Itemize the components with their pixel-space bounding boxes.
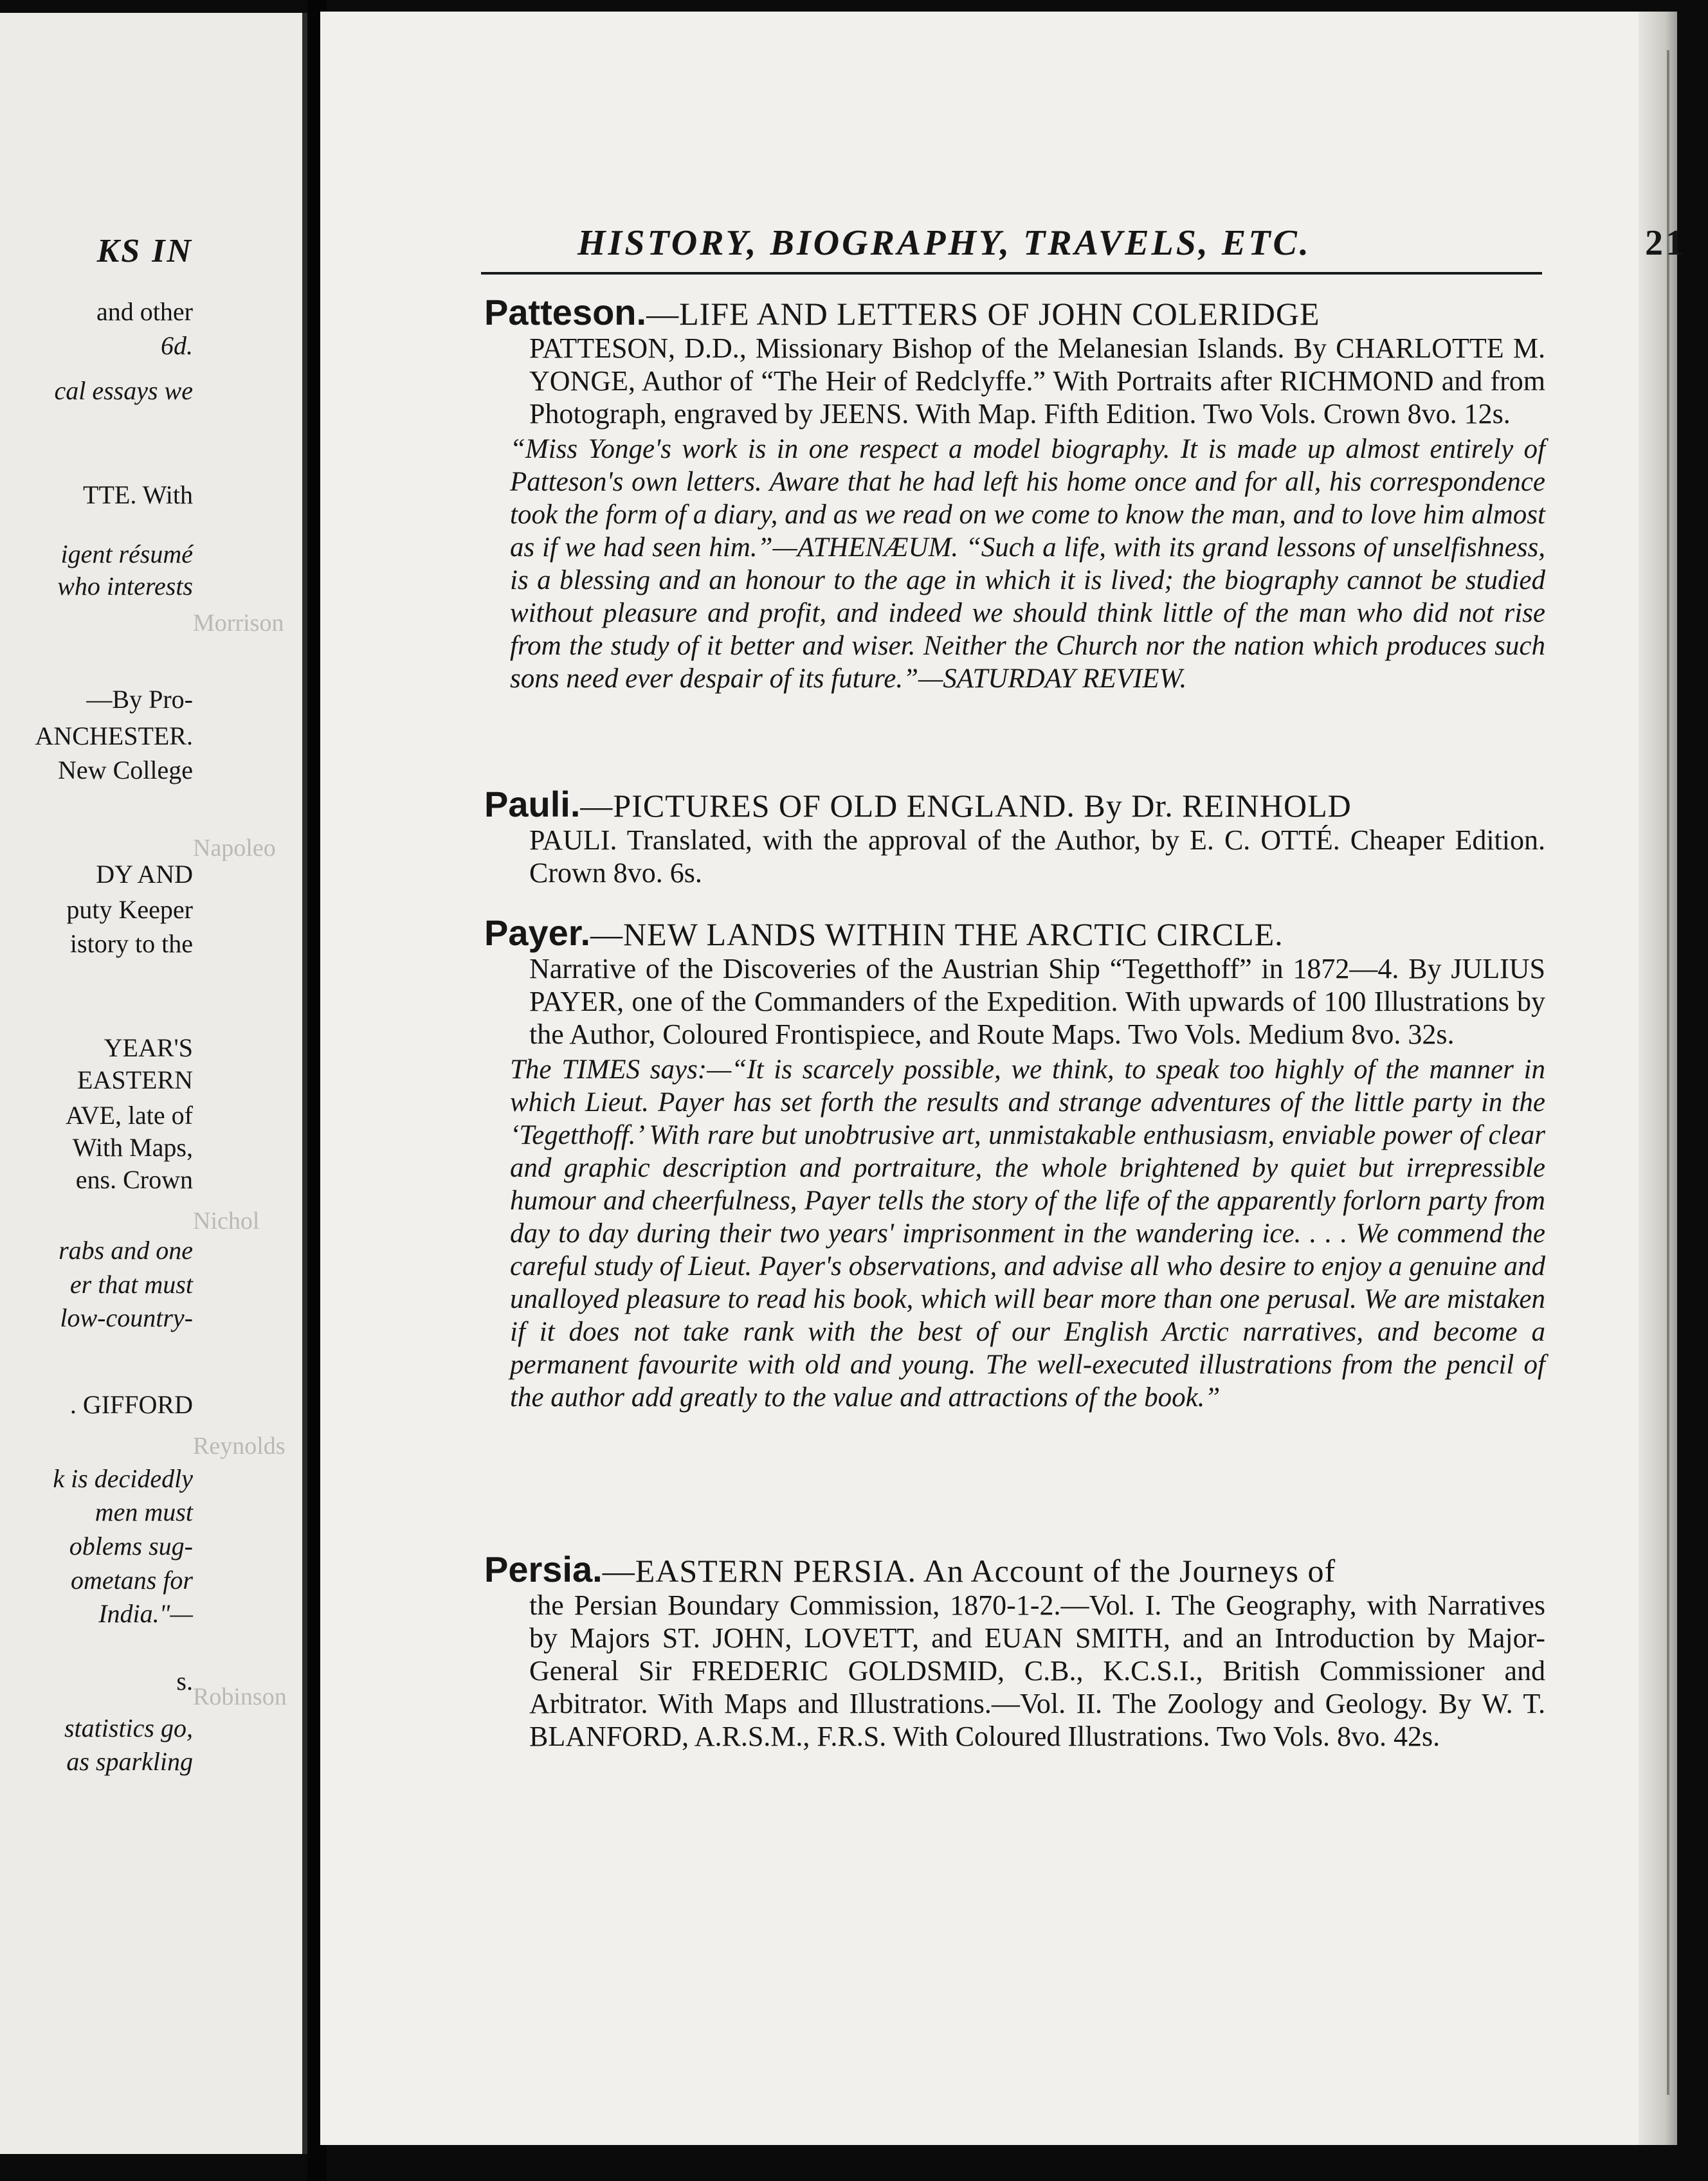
entry-title xyxy=(484,294,1545,332)
catalogue-entry-payer xyxy=(484,912,1545,1414)
entry-title xyxy=(484,1549,1545,1589)
left-page-line: TTE. With xyxy=(83,480,193,509)
page-number: 21 xyxy=(1645,223,1686,263)
entry-description: PAULI. Translated, with the approval of the Author, by E. C. OTTÉ. Cheaper Edition. Crown 8vo. 6s. xyxy=(529,824,1545,889)
left-page xyxy=(0,13,307,2154)
left-page-line: New College xyxy=(58,756,193,784)
left-page-line: as sparkling xyxy=(66,1747,193,1776)
left-page-line: and other xyxy=(96,297,193,326)
left-page-line: DY AND xyxy=(96,860,193,889)
left-running-head: KS IN xyxy=(96,233,193,269)
left-page-line: puty Keeper xyxy=(66,895,193,924)
left-ghost-text: Napoleo xyxy=(193,835,276,862)
left-page-line: s. xyxy=(176,1667,193,1696)
left-page-line: ometans for xyxy=(71,1566,193,1595)
running-head xyxy=(577,222,1686,264)
entry-description: the Persian Boundary Commission, 1870-1-2.—Vol. I. The Geography, with Narratives by Majors ST. JOHN, LOVETT, and EUAN SMITH, and an Introduction by Major-General Sir FREDERIC GOLDSMID, C.B., K.C.S.I., British Commissioner and Arbitrator. With Maps and Illustrations.—Vol. II. The Zoology and Geology. By W. T. BLANFORD, A.R.S.M., F.R.S. With Coloured Illustrations. Two Vols. 8vo. 42s. xyxy=(529,1589,1545,1752)
entry-title-text: —PICTURES OF OLD ENGLAND. By Dr. REINHOLD xyxy=(580,788,1352,824)
left-page-line: oblems sug- xyxy=(69,1532,193,1561)
left-page-line: rabs and one xyxy=(59,1236,193,1265)
left-page-line: India."— xyxy=(98,1599,193,1628)
left-page-line: EASTERN xyxy=(77,1065,193,1094)
left-page-line: —By Pro- xyxy=(86,685,193,714)
entry-review-quote: The TIMES says:—“It is scarcely possible, we think, to speak too highly of the manner in which Lieut. Payer has set forth the results and strange adventures of the little party in the ‘Tegetthoff.’ With rare but unobtrusive art, unmistakable enthusiasm, enviable power of clear and graphic description and portraiture, the whole brightened by quiet but irrepressible humour and cheerfulness, Payer tells the story of the life of the apparently forlorn party from day to day during their two years' imprisonment in the wandering ice. . . . We commend the careful study of Lieut. Payer's observations, and advise all who desire to enjoy a genuine and unalloyed pleasure to read his book, which will bear more than one perusal. We are mistaken if it does not take rank with the best of our English Arctic narratives, and become a permanent favourite with old and young. The well-executed illustrations from the pencil of the author add greatly to the value and attractions of the book.” xyxy=(510,1054,1545,1413)
catalogue-entry-patteson xyxy=(484,294,1545,695)
left-page-line: igent résumé xyxy=(60,539,193,568)
running-head-title: HISTORY, BIOGRAPHY, TRAVELS, ETC. xyxy=(577,223,1311,263)
left-ghost-text: Reynolds xyxy=(193,1433,286,1460)
left-page-line: With Maps, xyxy=(72,1133,193,1162)
entry-title-text: —NEW LANDS WITHIN THE ARCTIC CIRCLE. xyxy=(590,916,1284,952)
entry-description: Narrative of the Discoveries of the Austrian Ship “Tegetthoff” in 1872—4. By JULIUS PAYER, one of the Commanders of the Expedition. With upwards of 100 Illustrations by the Author, Coloured Frontispiece, and Route Maps. Two Vols. Medium 8vo. 32s. xyxy=(529,953,1545,1050)
left-page-line: . GIFFORD xyxy=(69,1390,193,1419)
left-ghost-text: Robinson xyxy=(193,1683,287,1710)
left-page-line: men must xyxy=(95,1498,193,1526)
left-page-line: ANCHESTER. xyxy=(35,721,193,750)
entry-title-text: —EASTERN PERSIA. An Account of the Journeys of xyxy=(602,1553,1336,1589)
left-page-line: low-country- xyxy=(60,1303,193,1332)
entry-title xyxy=(484,912,1545,953)
left-ghost-text: Morrison xyxy=(193,610,284,637)
right-page xyxy=(320,12,1686,2145)
entry-heading: Pauli. xyxy=(484,784,581,824)
left-page-line: istory to the xyxy=(69,929,193,958)
left-page-line: er that must xyxy=(69,1270,193,1299)
left-page-line: k is decidedly xyxy=(53,1464,193,1493)
entry-heading: Patteson. xyxy=(484,292,647,332)
entry-title-text: —LIFE AND LETTERS OF JOHN COLERIDGE xyxy=(646,296,1320,332)
header-rule xyxy=(481,272,1542,275)
left-page-line: who interests xyxy=(57,572,193,601)
entry-heading: Persia. xyxy=(484,1549,603,1589)
left-page-line: 6d. xyxy=(161,331,193,360)
entry-heading: Payer. xyxy=(484,912,591,953)
catalogue-entry-persia xyxy=(484,1549,1545,1753)
entry-review-quote: “Miss Yonge's work is in one respect a model biography. It is made up almost entirely of Patteson's own letters. Aware that he had left his home once and for all, his correspondence took the form of a diary, and as we read on we come to know the man, and to love him almost as if we had seen him.”—ATHENÆUM. “Such a life, with its grand lessons of unselfishness, is a blessing and an honour to the age in which it is lived; the biography cannot be studied without pleasure and profit, and indeed we should think little of the man who did not rise from the study of it better and wiser. Neither the Church nor the nation which produces such sons need ever despair of its future.”—SATURDAY REVIEW. xyxy=(510,434,1545,694)
left-page-line: AVE, late of xyxy=(65,1101,193,1130)
catalogue-entry-pauli xyxy=(484,786,1545,889)
left-ghost-text: Nichol xyxy=(193,1208,260,1235)
page-edge-line xyxy=(1667,50,1669,2095)
left-page-line: statistics go, xyxy=(64,1714,193,1742)
entry-description: PATTESON, D.D., Missionary Bishop of the Melanesian Islands. By CHARLOTTE M. YONGE, Author of “The Heir of Redclyffe.” With Portraits after RICHMOND and from Photograph, engraved by JEENS. With Map. Fifth Edition. Two Vols. Crown 8vo. 12s. xyxy=(529,332,1545,430)
left-page-line: cal essays we xyxy=(54,376,193,405)
entry-title xyxy=(484,786,1545,824)
left-page-line: YEAR'S xyxy=(104,1033,193,1062)
page-edge-shading xyxy=(1639,12,1677,2145)
left-page-line: ens. Crown xyxy=(75,1165,193,1194)
